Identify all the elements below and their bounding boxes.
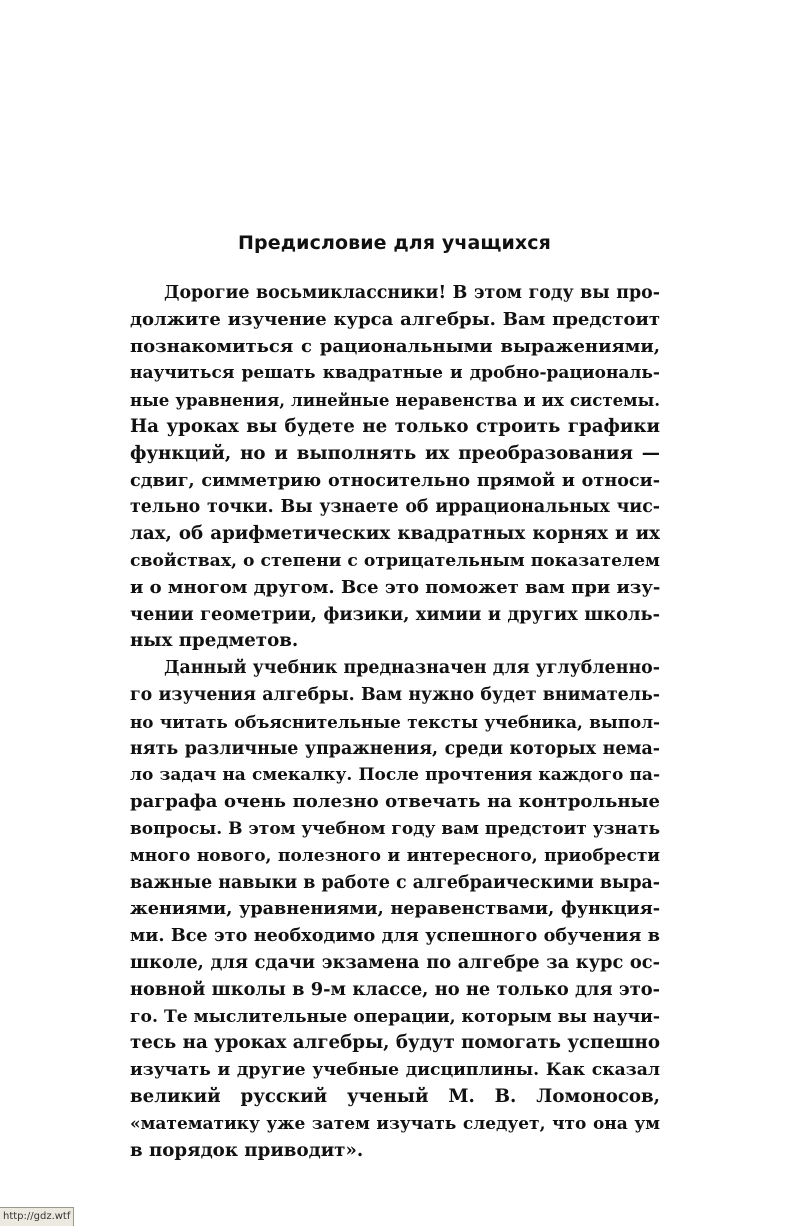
- text-line: должите изучение курса алгебры. Вам предстоит: [130, 308, 660, 330]
- text-line: великий русский ученый М. В. Ломоносов,: [130, 1085, 660, 1107]
- watermark-link[interactable]: http://gdz.wtf: [0, 1207, 74, 1226]
- page-heading: Предисловие для учащихся: [238, 232, 551, 254]
- text-line: лах, об арифметических квадратных корнях и их: [130, 523, 660, 545]
- text-line: го изучения алгебры. Вам нужно будет вниматель-: [130, 684, 660, 705]
- text-line: много нового, полезного и интересного, приобрести: [130, 845, 660, 866]
- text-line: жениями, уравнениями, неравенствами, функция-: [130, 898, 660, 920]
- text-line: научиться решать квадратные и дробно-рациональ-: [130, 363, 660, 384]
- text-line: Дорогие восьмиклассники! В этом году вы про-: [164, 283, 660, 303]
- text-line: «математику уже затем изучать следует, что она ум: [130, 1113, 660, 1134]
- text-line: нять различные упражнения, среди которых нема-: [130, 738, 660, 759]
- text-line: свойствах, о степени с отрицательным показателем: [130, 550, 660, 571]
- text-line: тесь на уроках алгебры, будут помогать успешно: [130, 1032, 660, 1054]
- text-line: и о многом другом. Все это поможет вам при изу-: [130, 576, 660, 598]
- text-line: Данный учебник предназначен для углубленно-: [164, 658, 660, 679]
- text-line: ных предметов.: [130, 630, 299, 652]
- text-line: изучать и другие учебные дисциплины. Как сказал: [130, 1060, 660, 1081]
- text-line: ло задач на смекалку. После прочтения каждого па-: [130, 765, 660, 786]
- text-line: функций, но и выполнять их преобразования —: [130, 442, 660, 464]
- text-line: сдвиг, симметрию относительно прямой и относи-: [130, 469, 660, 491]
- text-line: новной школы в 9-м классе, но не только для это-: [130, 978, 660, 1000]
- text-line: школе, для сдачи экзамена по алгебре за курс ос-: [130, 951, 660, 973]
- preface-text: [130, 280, 660, 1164]
- paragraph-2: [130, 655, 660, 1164]
- text-line: важные навыки в работе с алгебраическими выра-: [130, 872, 660, 893]
- text-line: в порядок приводит».: [130, 1139, 364, 1161]
- text-line: вопросы. В этом учебном году вам предстоит узнать: [130, 818, 660, 839]
- text-line: го. Те мыслительные операции, которым вы научи-: [130, 1006, 660, 1027]
- text-line: познакомиться с рациональными выражениями,: [130, 335, 660, 357]
- text-line: ные уравнения, линейные неравенства и их системы.: [130, 390, 660, 411]
- text-line: но читать объяснительные тексты учебника, выпол-: [130, 711, 660, 732]
- text-line: чении геометрии, физики, химии и других школь-: [130, 603, 660, 625]
- text-line: раграфа очень полезно отвечать на контрольные: [130, 791, 660, 813]
- text-line: тельно точки. Вы узнаете об иррациональных чис-: [130, 497, 660, 518]
- text-line: ми. Все это необходимо для успешного обучения в: [130, 925, 660, 947]
- paragraph-1: [130, 280, 660, 655]
- text-line: На уроках вы будете не только строить графики: [130, 415, 660, 437]
